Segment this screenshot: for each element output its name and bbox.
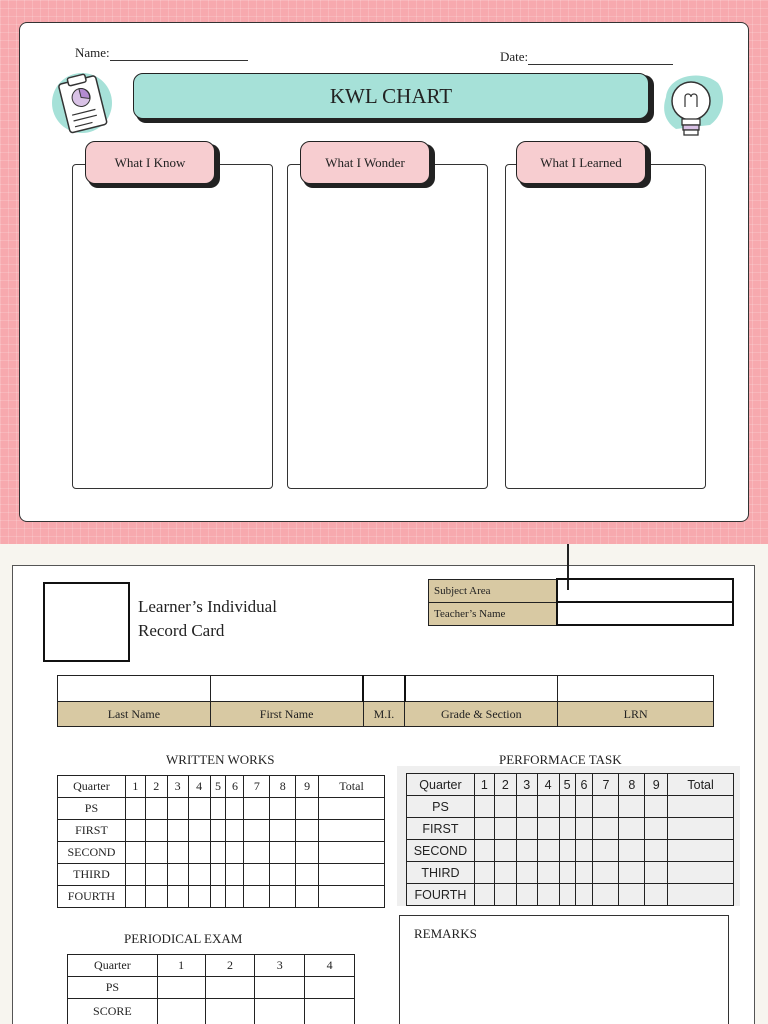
grade-header-cell: 3 — [516, 774, 537, 796]
grade-header-cell: Quarter — [58, 776, 126, 798]
grade-cell[interactable] — [226, 864, 244, 886]
title-line-2: Record Card — [138, 621, 225, 640]
table-row — [68, 977, 355, 999]
grade-cell[interactable] — [516, 884, 537, 906]
grade-cell[interactable] — [494, 840, 516, 862]
table-row — [68, 999, 355, 1024]
clipboard-icon — [50, 67, 118, 137]
row-label: PS — [68, 977, 158, 999]
grade-header-cell: 2 — [494, 774, 516, 796]
grade-cell[interactable] — [157, 977, 205, 999]
know-column-header: What I Know — [85, 141, 215, 184]
grade-cell[interactable] — [537, 796, 559, 818]
grade-cell[interactable] — [559, 796, 575, 818]
grade-cell[interactable] — [559, 818, 575, 840]
grade-cell[interactable] — [226, 886, 244, 908]
grade-header-cell: 1 — [125, 776, 145, 798]
grade-cell[interactable] — [305, 999, 355, 1024]
grade-header-cell: 2 — [145, 776, 167, 798]
grade-cell[interactable] — [226, 820, 244, 842]
row-label: FIRST — [407, 818, 475, 840]
grade-cell[interactable] — [125, 864, 145, 886]
table-row — [58, 864, 385, 886]
know-column-box[interactable] — [72, 164, 273, 489]
grade-cell[interactable] — [575, 818, 593, 840]
grade-cell[interactable] — [244, 820, 270, 842]
grade-cell[interactable] — [157, 999, 205, 1024]
grade-cell[interactable] — [188, 820, 210, 842]
table-row — [407, 796, 734, 818]
grade-cell[interactable] — [537, 840, 559, 862]
info-header: First Name — [210, 702, 363, 727]
grade-cell[interactable] — [619, 840, 645, 862]
photo-box[interactable] — [43, 582, 130, 662]
grade-header-cell: 6 — [226, 776, 244, 798]
grade-cell[interactable] — [305, 977, 355, 999]
name-field[interactable] — [75, 45, 248, 61]
grade-cell[interactable] — [668, 862, 734, 884]
grade-cell[interactable] — [244, 886, 270, 908]
grade-header-cell: 1 — [157, 955, 205, 977]
grade-cell[interactable] — [255, 999, 305, 1024]
grade-cell[interactable] — [619, 796, 645, 818]
grade-cell[interactable] — [474, 862, 494, 884]
written-works-table — [57, 775, 385, 908]
grade-cell[interactable] — [668, 818, 734, 840]
grade-cell[interactable] — [145, 798, 167, 820]
date-underline — [528, 52, 673, 65]
grade-cell[interactable] — [593, 796, 619, 818]
grade-cell[interactable] — [319, 864, 385, 886]
row-label: PS — [407, 796, 475, 818]
grade-cell[interactable] — [319, 886, 385, 908]
table-row — [58, 820, 385, 842]
grade-header-cell: Quarter — [407, 774, 475, 796]
grade-cell[interactable] — [537, 862, 559, 884]
grade-cell[interactable] — [645, 840, 668, 862]
first-name-field[interactable] — [210, 676, 363, 702]
grade-cell[interactable] — [188, 864, 210, 886]
grade-cell[interactable] — [210, 820, 226, 842]
last-name-field[interactable] — [58, 676, 211, 702]
grade-header-cell: 5 — [210, 776, 226, 798]
grade-cell[interactable] — [255, 977, 305, 999]
grade-cell[interactable] — [619, 862, 645, 884]
teacher-name-field[interactable] — [557, 602, 734, 625]
grade-cell[interactable] — [167, 842, 188, 864]
date-label: Date: — [500, 49, 529, 64]
mi-field[interactable] — [363, 676, 405, 702]
grade-cell[interactable] — [494, 818, 516, 840]
grade-cell[interactable] — [494, 884, 516, 906]
row-label: SCORE — [68, 999, 158, 1024]
info-header: Last Name — [58, 702, 211, 727]
table-row — [58, 842, 385, 864]
grade-cell[interactable] — [645, 884, 668, 906]
grade-cell[interactable] — [145, 820, 167, 842]
subject-area-label: Subject Area — [429, 579, 557, 602]
grade-header-cell: 5 — [559, 774, 575, 796]
learned-column-box[interactable] — [505, 164, 706, 489]
written-works-title: WRITTEN WORKS — [166, 752, 275, 767]
subject-area-field[interactable] — [557, 579, 734, 602]
grade-header-cell: 4 — [305, 955, 355, 977]
grade-cell[interactable] — [244, 842, 270, 864]
periodical-exam-table — [67, 954, 355, 1024]
grade-cell[interactable] — [145, 886, 167, 908]
grade-section-field[interactable] — [405, 676, 558, 702]
grade-cell[interactable] — [270, 842, 296, 864]
grade-cell[interactable] — [319, 798, 385, 820]
grade-header-cell: 2 — [205, 955, 255, 977]
kwl-card — [19, 22, 749, 522]
name-label: Name: — [75, 45, 110, 60]
row-label: THIRD — [407, 862, 475, 884]
row-label: THIRD — [58, 864, 126, 886]
grade-cell[interactable] — [559, 840, 575, 862]
grade-cell[interactable] — [210, 798, 226, 820]
remarks-label: REMARKS — [414, 926, 477, 941]
grade-cell[interactable] — [668, 840, 734, 862]
row-label: SECOND — [407, 840, 475, 862]
grade-header-cell: Quarter — [68, 955, 158, 977]
grade-cell[interactable] — [575, 884, 593, 906]
grade-cell[interactable] — [270, 798, 296, 820]
grade-cell[interactable] — [645, 796, 668, 818]
grade-cell[interactable] — [537, 884, 559, 906]
learned-column-header: What I Learned — [516, 141, 646, 184]
grade-cell[interactable] — [296, 798, 319, 820]
grade-cell[interactable] — [188, 798, 210, 820]
table-row — [58, 886, 385, 908]
row-label: FOURTH — [58, 886, 126, 908]
grade-cell[interactable] — [145, 842, 167, 864]
performance-task-table — [406, 773, 734, 906]
grade-cell[interactable] — [125, 820, 145, 842]
grade-cell[interactable] — [167, 820, 188, 842]
grade-cell[interactable] — [188, 886, 210, 908]
grade-cell[interactable] — [296, 842, 319, 864]
grade-cell[interactable] — [645, 818, 668, 840]
row-label: FOURTH — [407, 884, 475, 906]
table-row — [407, 818, 734, 840]
grade-cell[interactable] — [296, 820, 319, 842]
grade-cell[interactable] — [125, 842, 145, 864]
kwl-title: KWL CHART — [133, 73, 649, 119]
grade-cell[interactable] — [474, 818, 494, 840]
grade-header-cell: 1 — [474, 774, 494, 796]
grade-header-cell: 8 — [270, 776, 296, 798]
row-label: SECOND — [58, 842, 126, 864]
row-label: PS — [58, 798, 126, 820]
grade-header-cell: 3 — [167, 776, 188, 798]
grade-cell[interactable] — [559, 862, 575, 884]
title-line-1: Learner’s Individual — [138, 597, 277, 616]
grade-cell[interactable] — [167, 886, 188, 908]
grade-cell[interactable] — [474, 884, 494, 906]
grade-cell[interactable] — [474, 796, 494, 818]
lightbulb-icon — [656, 67, 728, 145]
wonder-column-header: What I Wonder — [300, 141, 430, 184]
grade-cell[interactable] — [125, 798, 145, 820]
grade-cell[interactable] — [167, 864, 188, 886]
grade-header-cell: Total — [319, 776, 385, 798]
grade-header-cell: 7 — [593, 774, 619, 796]
grade-header-cell: Total — [668, 774, 734, 796]
grade-header-cell: 3 — [255, 955, 305, 977]
grade-cell[interactable] — [270, 886, 296, 908]
grade-cell[interactable] — [593, 840, 619, 862]
remarks-box[interactable] — [399, 915, 729, 1024]
name-underline — [110, 48, 248, 61]
grade-cell[interactable] — [125, 886, 145, 908]
grade-cell[interactable] — [575, 840, 593, 862]
grade-cell[interactable] — [319, 820, 385, 842]
grade-cell[interactable] — [244, 798, 270, 820]
grade-cell[interactable] — [296, 886, 319, 908]
grade-cell[interactable] — [210, 842, 226, 864]
grade-cell[interactable] — [226, 842, 244, 864]
grade-cell[interactable] — [205, 977, 255, 999]
lrn-field[interactable] — [558, 676, 714, 702]
grade-cell[interactable] — [575, 796, 593, 818]
performance-task-title: PERFORMACE TASK — [499, 752, 622, 767]
grade-cell[interactable] — [593, 884, 619, 906]
grade-header-cell: 4 — [537, 774, 559, 796]
info-header: Grade & Section — [405, 702, 558, 727]
grade-cell[interactable] — [210, 864, 226, 886]
row-label: FIRST — [58, 820, 126, 842]
grade-cell[interactable] — [474, 840, 494, 862]
grade-cell[interactable] — [575, 862, 593, 884]
grade-cell[interactable] — [270, 864, 296, 886]
periodical-exam-title: PERIODICAL EXAM — [124, 931, 243, 946]
grade-cell[interactable] — [244, 864, 270, 886]
learner-info-table — [57, 675, 714, 727]
grade-header-cell: 4 — [188, 776, 210, 798]
grade-cell[interactable] — [210, 886, 226, 908]
grade-cell[interactable] — [205, 999, 255, 1024]
table-row — [407, 862, 734, 884]
wonder-column-box[interactable] — [287, 164, 488, 489]
grade-header-cell: 6 — [575, 774, 593, 796]
grade-cell[interactable] — [516, 818, 537, 840]
table-row — [407, 884, 734, 906]
grade-cell[interactable] — [494, 796, 516, 818]
date-field[interactable] — [500, 49, 673, 65]
grade-cell[interactable] — [494, 862, 516, 884]
grade-header-cell: 8 — [619, 774, 645, 796]
grade-cell[interactable] — [516, 840, 537, 862]
table-row — [407, 840, 734, 862]
grade-cell[interactable] — [516, 862, 537, 884]
grade-cell[interactable] — [188, 842, 210, 864]
grade-cell[interactable] — [270, 820, 296, 842]
grade-header-cell: 9 — [645, 774, 668, 796]
grade-header-cell: 7 — [244, 776, 270, 798]
grade-cell[interactable] — [226, 798, 244, 820]
record-card-title — [138, 595, 277, 643]
grade-cell[interactable] — [537, 818, 559, 840]
grade-cell[interactable] — [593, 818, 619, 840]
grade-cell[interactable] — [619, 884, 645, 906]
info-header: LRN — [558, 702, 714, 727]
grade-cell[interactable] — [559, 884, 575, 906]
grade-cell[interactable] — [668, 796, 734, 818]
info-header: M.I. — [363, 702, 405, 727]
grade-cell[interactable] — [145, 864, 167, 886]
grade-cell[interactable] — [319, 842, 385, 864]
grade-cell[interactable] — [167, 798, 188, 820]
subject-teacher-table — [428, 578, 734, 626]
grade-cell[interactable] — [645, 862, 668, 884]
grade-cell[interactable] — [668, 884, 734, 906]
grade-cell[interactable] — [619, 818, 645, 840]
grade-cell[interactable] — [296, 864, 319, 886]
grade-cell[interactable] — [593, 862, 619, 884]
grade-header-cell: 9 — [296, 776, 319, 798]
teacher-name-label: Teacher’s Name — [429, 602, 557, 625]
table-row — [58, 798, 385, 820]
grade-cell[interactable] — [516, 796, 537, 818]
